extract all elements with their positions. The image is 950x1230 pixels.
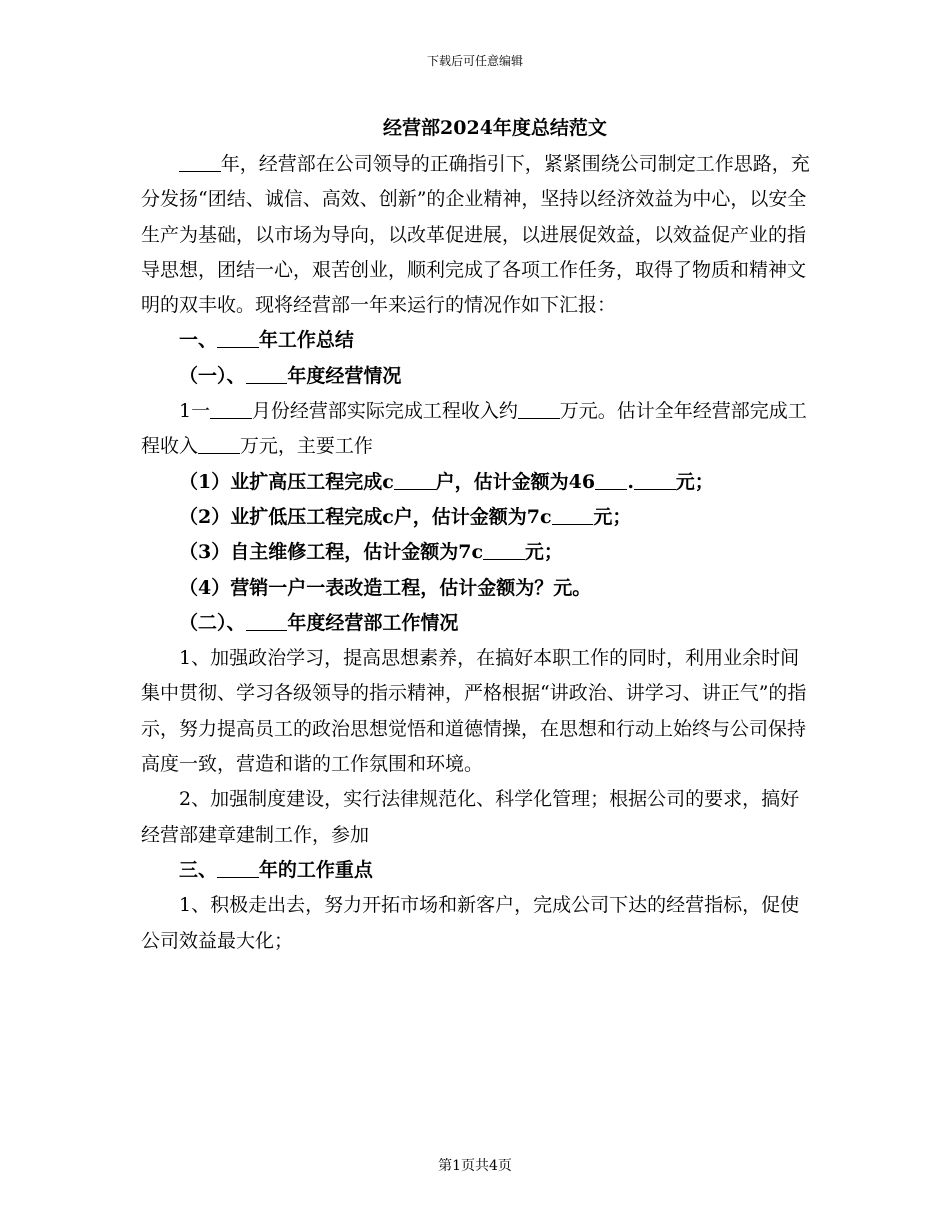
section-suffix: 年的工作重点	[258, 858, 373, 881]
item-text: .	[627, 470, 634, 493]
subsection-suffix: 年度经营情况	[287, 364, 402, 387]
revenue-text-2: 月份经营部实际完成工程收入约	[251, 400, 518, 423]
intro-paragraph	[141, 147, 811, 323]
blank-line	[217, 329, 259, 348]
blank-line	[246, 365, 288, 384]
page-header-note: 下载后可任意编辑	[426, 54, 523, 68]
blank-line	[634, 471, 676, 490]
document-title: 经营部2024年度总结范文	[383, 117, 607, 139]
blank-line	[246, 612, 288, 631]
subsection-heading-1	[141, 359, 811, 394]
section-prefix: 一、	[179, 329, 218, 352]
blank-line	[394, 471, 436, 490]
blank-line	[198, 435, 240, 454]
revenue-text-1: 1一	[179, 400, 211, 423]
section-suffix: 年工作总结	[258, 329, 354, 352]
item-text: （3）自主维修工程，估计金额为7c	[179, 541, 484, 564]
work-paragraph-1: 1、加强政治学习，提高思想素养，在搞好本职工作的同时，利用业余时间集中贯彻、学习各级领导的指示精神，严格根据“讲政治、讲学习、讲正气”的指示，努力提高员工的政治思想觉悟和道德情操，在思想和行动上始终与公司保持高度一致，营造和谐的工作氛围和环境。	[141, 647, 807, 776]
document-body	[141, 147, 811, 959]
work-item-4: （4）营销一户一表改造工程，估计金额为？元。	[179, 576, 592, 599]
item-text: 户，估计金额为46	[435, 470, 596, 493]
blank-line	[552, 506, 594, 525]
item-text: （2）业扩低压工程完成c户，估计金额为7c	[179, 505, 552, 528]
item-text: （1）业扩高压工程完成c	[179, 470, 394, 493]
work-item-3	[141, 535, 811, 570]
blank-line	[217, 859, 259, 878]
blank-line	[518, 400, 560, 419]
blank-line	[483, 541, 525, 560]
focus-paragraph-1: 1、积极走出去，努力开拓市场和新客户，完成公司下达的经营指标，促使公司效益最大化；	[141, 894, 800, 952]
blank-line	[595, 471, 627, 490]
blank-line	[179, 153, 221, 172]
subsection-prefix: （一）、	[179, 364, 246, 387]
subsection-prefix: （二）、	[179, 611, 246, 634]
revenue-paragraph	[141, 394, 811, 465]
page-footer: 第1页共4页	[438, 1158, 512, 1174]
section-prefix: 三、	[179, 858, 218, 881]
subsection-suffix: 年度经营部工作情况	[287, 611, 459, 634]
intro-text: 年，经营部在公司领导的正确指引下，紧紧围绕公司制定工作思路，充分发扬“团结、诚信、高效、创新”的企业精神，坚持以经济效益为中心，以安全生产为基础，以市场为导向，以改革促进展，以进展促效益，以效益促产业的指导思想，团结一心，艰苦创业，顺利完成了各项工作任务，取得了物质和精神文明的双丰收。现将经营部一年来运行的情况作如下汇报：	[141, 153, 810, 317]
item-text: 元；	[524, 541, 563, 564]
revenue-text-4: 万元，主要工作	[239, 435, 373, 458]
revenue-text-3: 万元。估计全年经营部完成工程收入	[141, 400, 807, 458]
work-item-1	[141, 465, 811, 500]
item-text: 元；	[675, 470, 714, 493]
section-heading-3	[141, 853, 811, 888]
work-paragraph-2: 2、加强制度建设，实行法律规范化、科学化管理；根据公司的要求，搞好经营部建章建制工作，参加	[141, 788, 800, 846]
blank-line	[210, 400, 252, 419]
section-heading-1	[141, 323, 811, 358]
item-text: 元；	[593, 505, 632, 528]
work-item-2	[141, 500, 811, 535]
subsection-heading-2	[141, 606, 811, 641]
